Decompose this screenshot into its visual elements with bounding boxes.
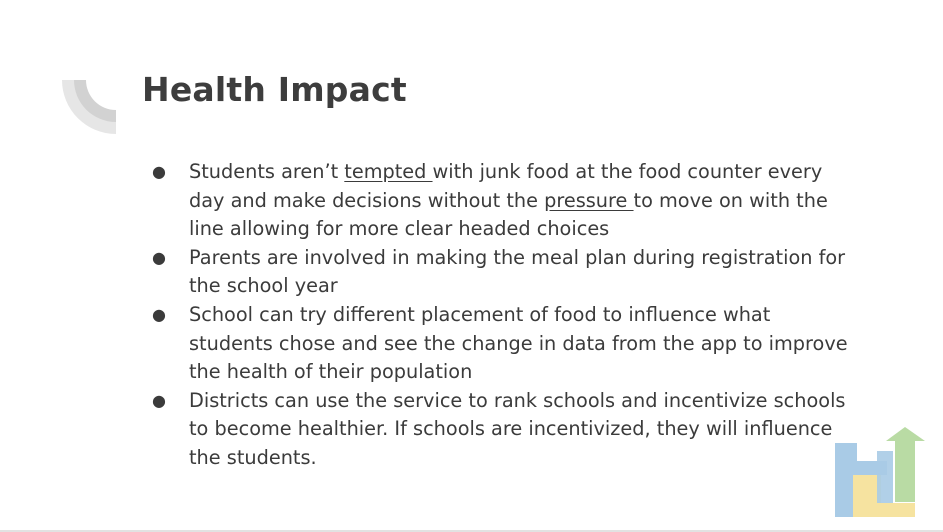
- bullet-dot-icon: ●: [152, 247, 166, 267]
- bullet-item: [152, 301, 852, 387]
- bullet-item: [152, 387, 852, 473]
- bullet-text: to move on with the line allowing for more clear headed choices: [189, 188, 828, 241]
- bullet-text: Parents are involved in making the meal plan during registration for the school year: [189, 245, 846, 298]
- bullet-item: [152, 158, 852, 244]
- corner-decoration-icon: [62, 80, 116, 134]
- bullet-text: with junk food at the food counter every day and make decisions without the: [189, 160, 823, 212]
- H-arrow-logo-icon: [833, 427, 928, 517]
- slide-title: Health Impact: [142, 70, 407, 109]
- bullet-dot-icon: ●: [152, 390, 166, 410]
- underlined-text: pressure: [544, 188, 634, 212]
- bullet-dot-icon: ●: [152, 304, 166, 324]
- bullet-item: [152, 244, 852, 301]
- underlined-text: tempted: [344, 160, 433, 183]
- bullet-text: School can try different placement of food to influence what students chose and see the change in data from the app to improve the health of their population: [189, 302, 848, 384]
- bullet-dot-icon: ●: [152, 162, 166, 181]
- bullet-text: Students aren’t: [189, 160, 345, 183]
- bullet-list: [152, 158, 852, 473]
- bullet-text: Districts can use the service to rank schools and incentivize schools to become healthier. If schools are incentivized, they will influence the students.: [189, 388, 846, 469]
